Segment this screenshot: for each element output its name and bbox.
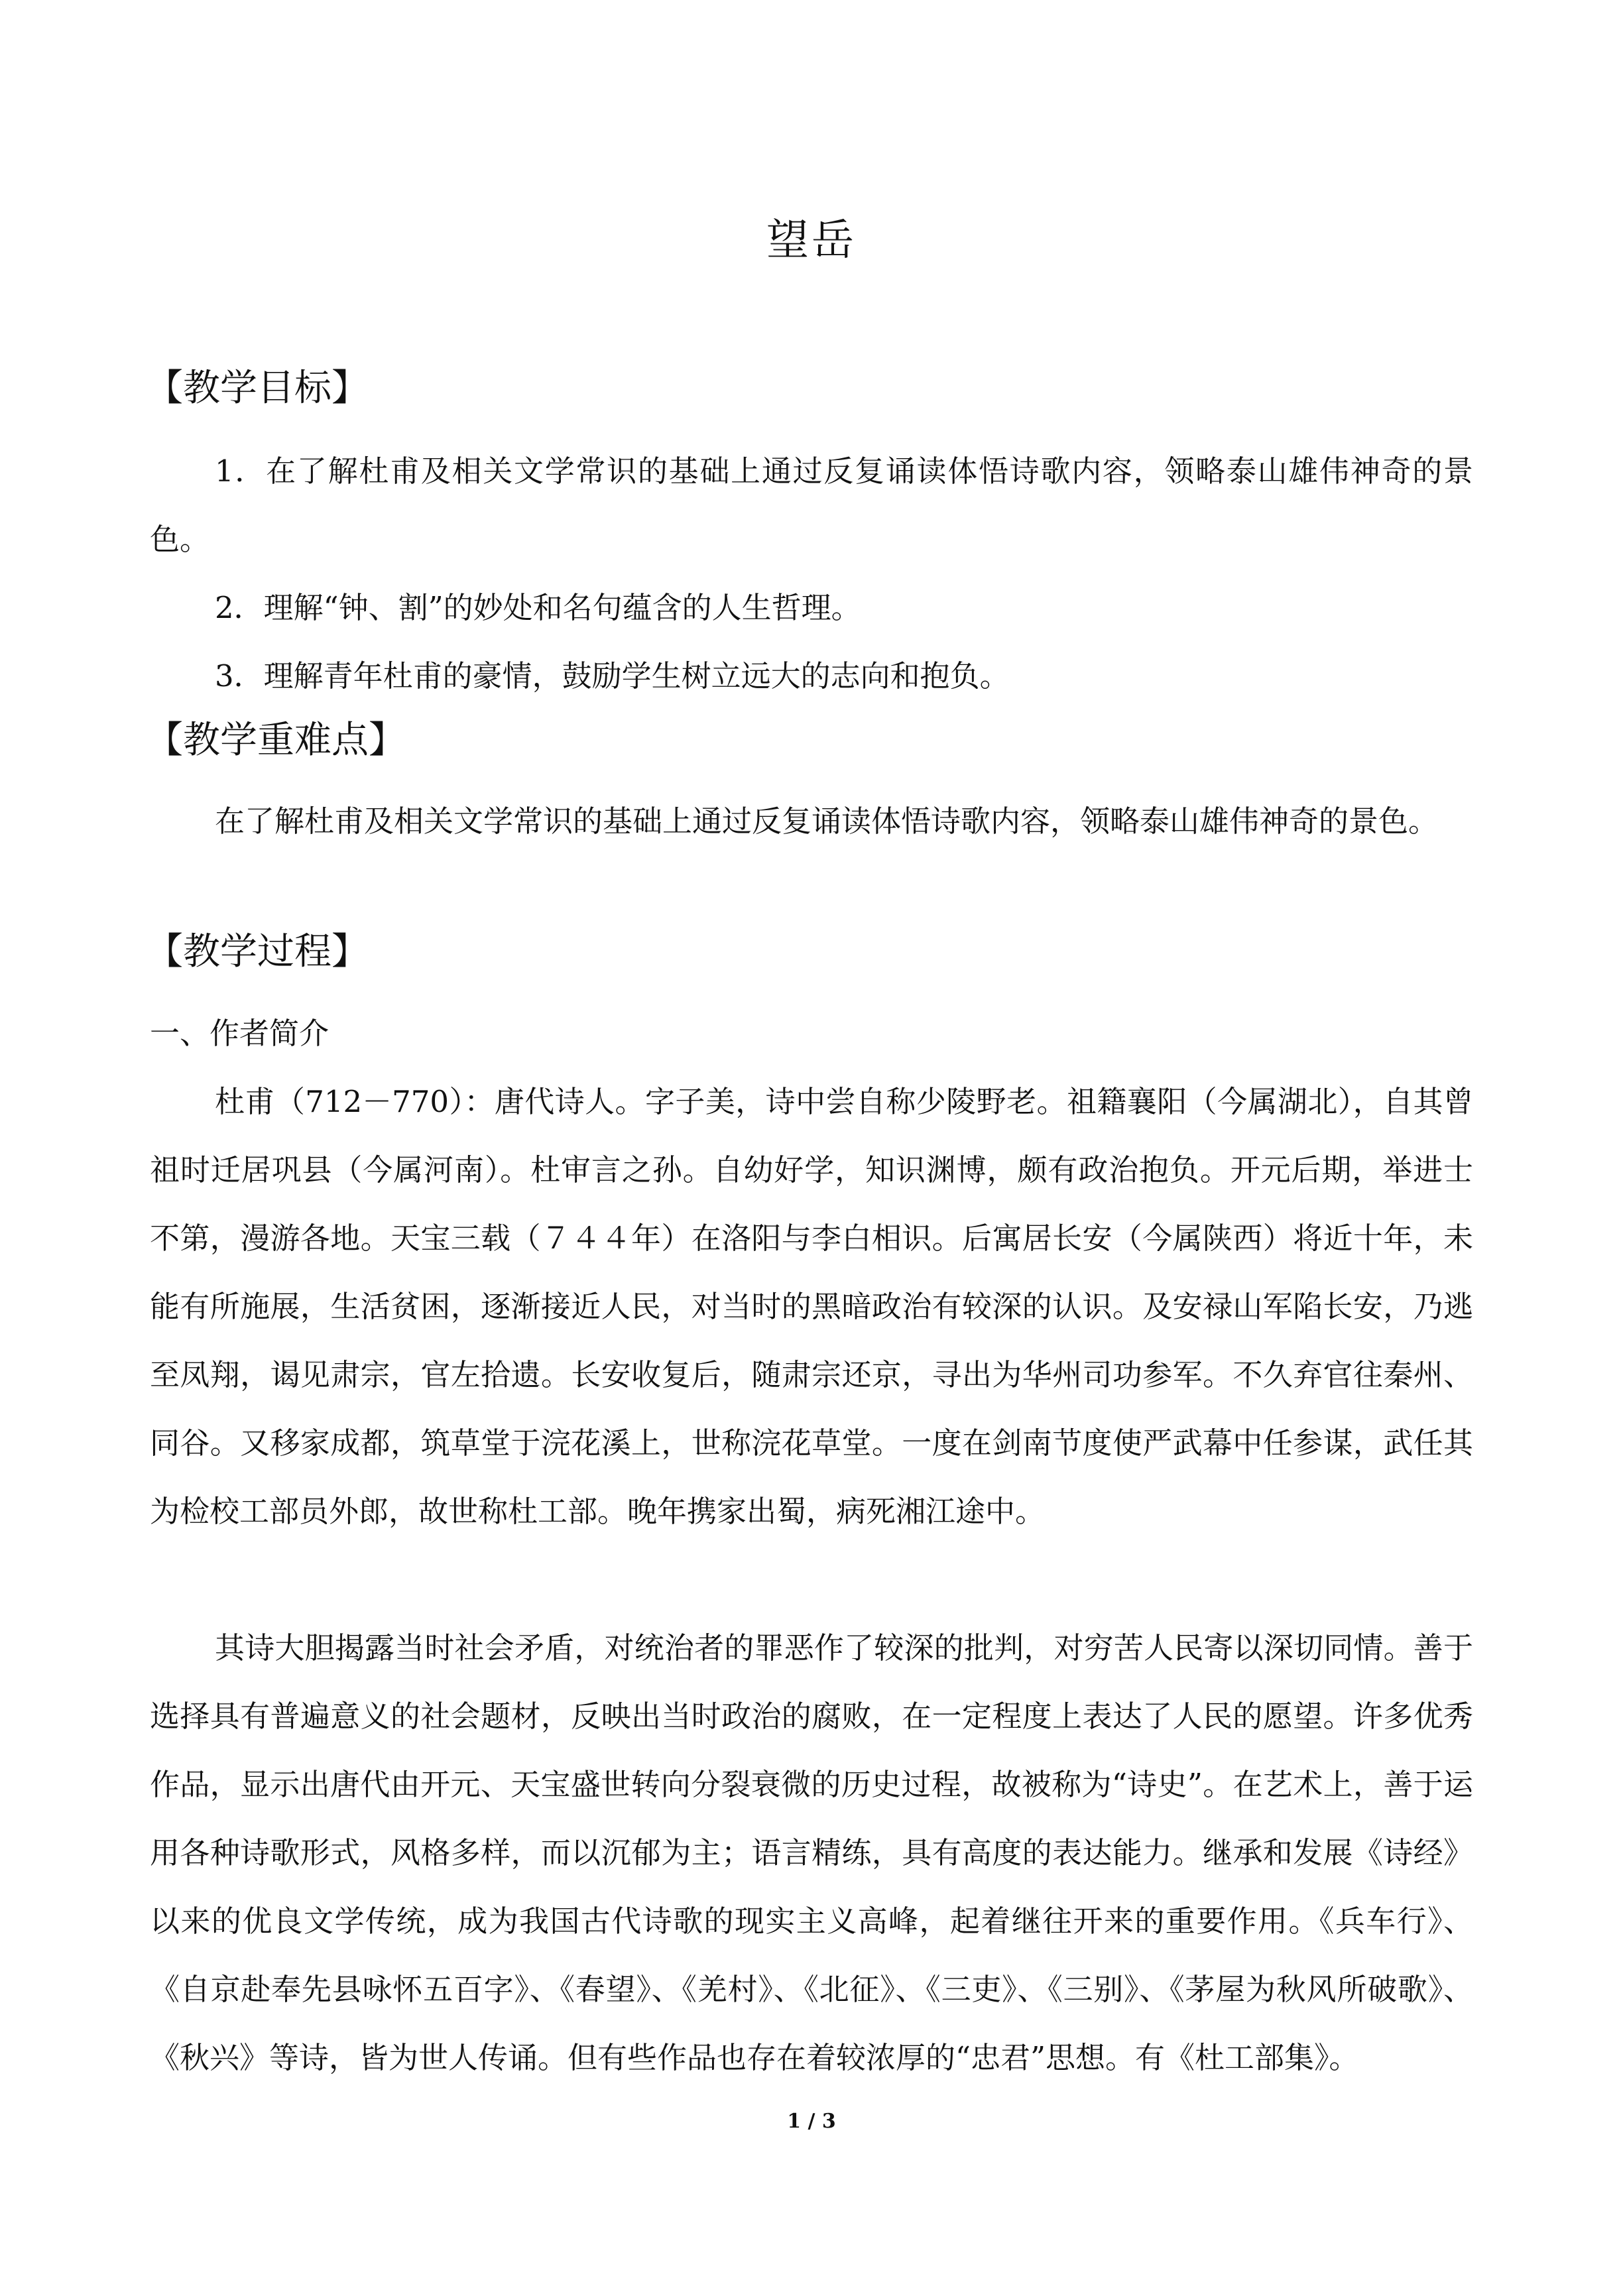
subheading-author-intro: 一、作者简介 <box>150 1016 330 1051</box>
poetry-style-paragraph: 其诗大胆揭露当时社会矛盾，对统治者的罪恶作了较深的批判，对穷苦人民寄以深切同情。善于选择具有普遍意义的社会题材，反映出当时政治的腐败，在一定程度上表达了人民的愿望。许多优秀作品，显示出唐代由开元、天宝盛世转向分裂衰微的历史过程，故被称为“诗史”。在艺术上，善于运用各种诗歌形式，风格多样，而以沉郁为主；语言精练，具有高度的表达能力。继承和发展《诗经》以来的优良文学传统，成为我国古代诗歌的现实主义高峰，起着继往开来的重要作用。《兵车行》、《自京赴奉先县咏怀五百字》、《春望》、《羌村》、《北征》、《三吏》、《三别》、《茅屋为秋风所破歌》、《秋兴》等诗，皆为世人传诵。但有些作品也存在着较浓厚的“忠君”思想。有《杜工部集》。 <box>150 1630 1473 2075</box>
objective-item-2: 2．理解“钟、割”的妙处和名句蕴含的人生哲理。 <box>215 590 861 625</box>
objective-item-3: 3．理解青年杜甫的豪情，鼓励学生树立远大的志向和抱负。 <box>215 658 1010 694</box>
heading-process: 【教学过程】 <box>146 930 369 973</box>
author-bio-paragraph: 杜甫（712－770）：唐代诗人。字子美，诗中尝自称少陵野老。祖籍襄阳（今属湖北），自其曾祖时迁居巩县（今属河南）。杜审言之孙。自幼好学，知识渊博，颇有政治抱负。开元后期，举进士不第，漫游各地。天宝三载（７４４年）在洛阳与李白相识。后寓居长安（今属陕西）将近十年，未能有所施展，生活贫困，逐渐接近人民，对当时的黑暗政治有较深的认识。及安禄山军陷长安，乃逃至凤翔，谒见肃宗，官左拾遗。长安收复后，随肃宗还京，寻出为华州司功参军。不久弃官往秦州、同谷。又移家成都，筑草堂于浣花溪上，世称浣花草堂。一度在剑南节度使严武幕中任参谋，武任其为检校工部员外郎，故世称杜工部。晚年携家出蜀，病死湘江途中。 <box>150 1084 1473 1529</box>
objective-item-1: 1．在了解杜甫及相关文学常识的基础上通过反复诵读体悟诗歌内容，领略泰山雄伟神奇的景色。 <box>150 453 1473 557</box>
heading-key-points: 【教学重难点】 <box>146 719 406 762</box>
key-points-text: 在了解杜甫及相关文学常识的基础上通过反复诵读体悟诗歌内容，领略泰山雄伟神奇的景色。 <box>215 804 1439 839</box>
document-title: 望岳 <box>766 216 857 265</box>
page-number: 1 / 3 <box>787 2110 836 2133</box>
heading-objectives: 【教学目标】 <box>146 367 369 410</box>
